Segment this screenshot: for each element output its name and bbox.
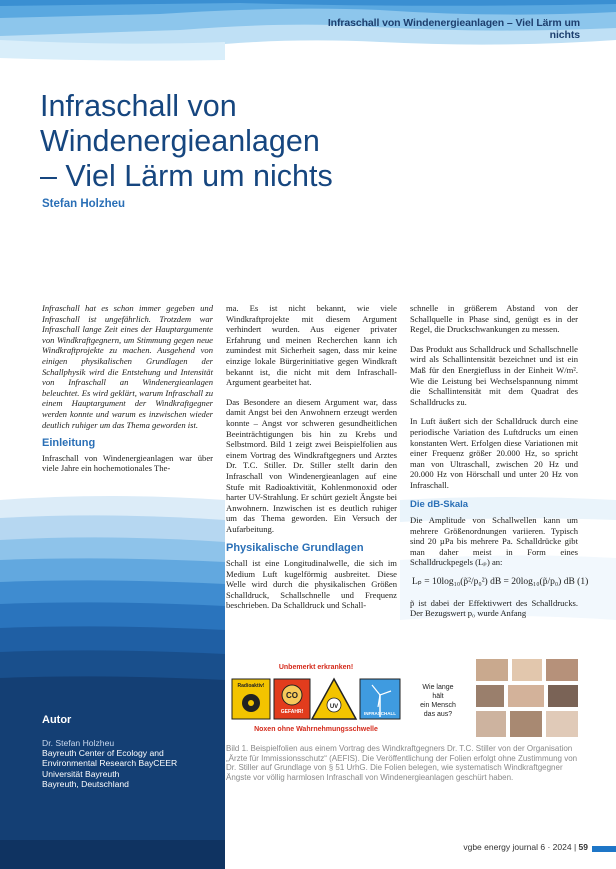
article-author: Stefan Holzheu (42, 198, 126, 210)
author-box-label: Autor (42, 714, 72, 726)
running-header: Infraschall von Windenergieanlagen – Viel Lärm um nichts (327, 17, 580, 41)
heading-einleitung: Einleitung (42, 437, 96, 450)
author-location: Bayreuth, Deutschland (42, 778, 129, 789)
co-warning-icon (274, 679, 310, 719)
paragraph: ma. Es ist nicht bekannt, wie viele Windkraftprojekte mit diesem Argument verhindert wurden. Aus eigener privater Erfahrung und meinen Recherchen kann ich zumindest mit Sicherheit sagen, dass mir keine einzige lokale Bürgerinitiative gegen Windkraft bekannt ist, die nicht mit dem Infraschall-Argument gearbeitet hat. (226, 303, 397, 388)
column-1 (42, 303, 213, 483)
page-number: 59 (578, 842, 588, 852)
article-title (40, 89, 420, 194)
paragraph: Die Amplitude von Schallwellen kann um mehrere Größenordnungen variieren. Typisch sind 20 µPa bis mehrere Pa. Schalldrücke gibt man daher meist in Form eines Schalldruckpegels (Lₚ) an: (410, 515, 578, 568)
footer-separator: | (573, 842, 577, 852)
paragraph: In Luft äußert sich der Schalldruck durch eine periodische Variation des Luftdrucks um einen konstanten Wert. Erfolgen diese Variationen mit einer Frequenz größer 20.000 Hz, so spricht man von Ultraschall, zwischen 20 Hz und 20.000 Hz von Hörschall und unter 20 Hz von Infraschall. (410, 416, 578, 490)
sign-co-sub: GEFAHR! (280, 709, 304, 715)
author-university: Universität Bayreuth (42, 768, 120, 779)
title-line-3: – Viel Lärm um nichts (40, 159, 333, 193)
formula-1: Lₚ = 10log₁₀(p̃²/p₀²) dB = 20log₁₀(p̃/p₀) dB (1) (412, 577, 589, 588)
heading-db-skala: Die dB-Skala (410, 498, 469, 510)
paragraph: p̃ ist dabei der Effektivwert des Schalldrucks. Der Bezugswert p₀ wurde Anfang (410, 597, 578, 619)
paragraph-einleitung: Infraschall von Windenergieanlagen war über viele Jahre ein hochemotionales The- (42, 452, 213, 474)
paragraph: Das Besondere an diesem Argument war, dass damit Angst bei den Anwohnern erzeugt werden konnte – Angst vor schweren gesundheitlichen Beeinträchtigungen bis hin zu Krebs und Selbstmord. Bild 1 zeigt zwei Beispielfolien aus einem Vortrag des Windkraftgegners und Arztes Dr. T.C. Stiller. Dr. Stiller stellt darin den Infraschall von Windenergieanlagen auf eine Stufe mit Radioaktivität, Kohlenmonoxid oder harter UV-Strahlung. Er schürt gezielt Ängste bei Anwohnern. Inzwischen ist es deutlich ruhiger um das Thema geworden. Ein Versuch der Aufarbeitung. (226, 396, 397, 534)
sign-uv-text: UV (329, 704, 339, 710)
author-box (42, 714, 217, 789)
slide-1-heading: Unbemerkt erkranken! (278, 664, 354, 671)
page-footer (463, 842, 588, 852)
author-name: Dr. Stefan Holzheu (42, 738, 115, 748)
sign-co-text: CO (286, 691, 298, 700)
radioactive-warning-icon (232, 679, 270, 719)
slide-2-question-line: ein Mensch (420, 702, 456, 709)
intro-text: Infraschall hat es schon immer gegeben und Infraschall ist ungefährlich. Trotzdem war Infraschall lange Zeit eines der Hauptargumente von Windkraftgegnern, um Stimmung gegen neue Windkraftprojekte zu machen. Ausgehend von einigen physikalischen Grundlagen der Schallphysik wird die Entstehung und Intensität von Infraschall an Windenergieanlagen beleuchtet. Es wird geklärt, warum Infraschall zu einem Hauptargument der Windkraftgegner werden konnte und warum es inzwischen wieder deutlich ruhiger um das Thema geworden ist. (42, 303, 213, 430)
sign-radio-text: Radioaktiv! (237, 683, 265, 689)
paragraph: Das Produkt aus Schalldruck und Schallschnelle wird als Schallintensität bezeichnet und ist ein Maß für den Energiefluss in der Einheit W/m². Wie die Leistung bei Wechselspannung nimmt die Schallintensität mit dem Quadrat des Schalldrucks zu. (410, 343, 578, 407)
column-3 (410, 303, 589, 628)
sign-infra-text: INFRASCHALL (364, 711, 396, 716)
journal-name: vgbe energy journal 6 · 2024 (463, 842, 572, 852)
slide-2-question-line: hält (432, 693, 444, 700)
figure-1-slides (226, 657, 580, 739)
slide-2-question-line: das aus? (423, 711, 453, 718)
paragraph: schnelle in größerem Abstand von der Schallquelle in Phase sind, genügt es in der Regel, die Druckschwankungen zu messen. (410, 303, 578, 335)
paragraph: Schall ist eine Longitudinalwelle, die sich im Medium Luft kugelförmig ausbreitet. Diese Welle wird durch die physikalischen Größen Schalldruck, Schallschnelle und Frequenz beschrieben. Da Schalldruck und Schall- (226, 558, 397, 611)
author-institution: Environmental Research BayCEER (42, 758, 178, 769)
heading-grundlagen: Physikalische Grundlagen (226, 542, 364, 555)
wind-turbine-icon (360, 679, 400, 719)
author-institution: Bayreuth Center of Ecology and (42, 748, 164, 759)
title-line-1: Infraschall von (40, 89, 237, 123)
footer-accent-bar (592, 846, 616, 852)
column-2 (226, 303, 397, 620)
title-line-2: Windenergieanlagen (40, 124, 320, 158)
slide-2-question-line: Wie lange (422, 684, 454, 691)
slide-1-footer: Noxen ohne Wahrnehmungsschwelle (254, 726, 378, 733)
symptom-photo-collage (476, 659, 578, 737)
figure-caption: Bild 1. Beispielfolien aus einem Vortrag des Windkraftgegners Dr. T.C. Stiller von der Organisation „Ärzte für Immissionsschutz“ (AEFIS). Die Veröffentlichung der Folien erfolgt ohne Zustimmung von Dr. Stiller auf Grundlage von § 51 UrhG. Die Folien belegen, wie systematisch Windkraftgegner Ängste vor völlig harmlosen Infraschall von Windenergieanlagen geschürt haben. (226, 744, 578, 782)
